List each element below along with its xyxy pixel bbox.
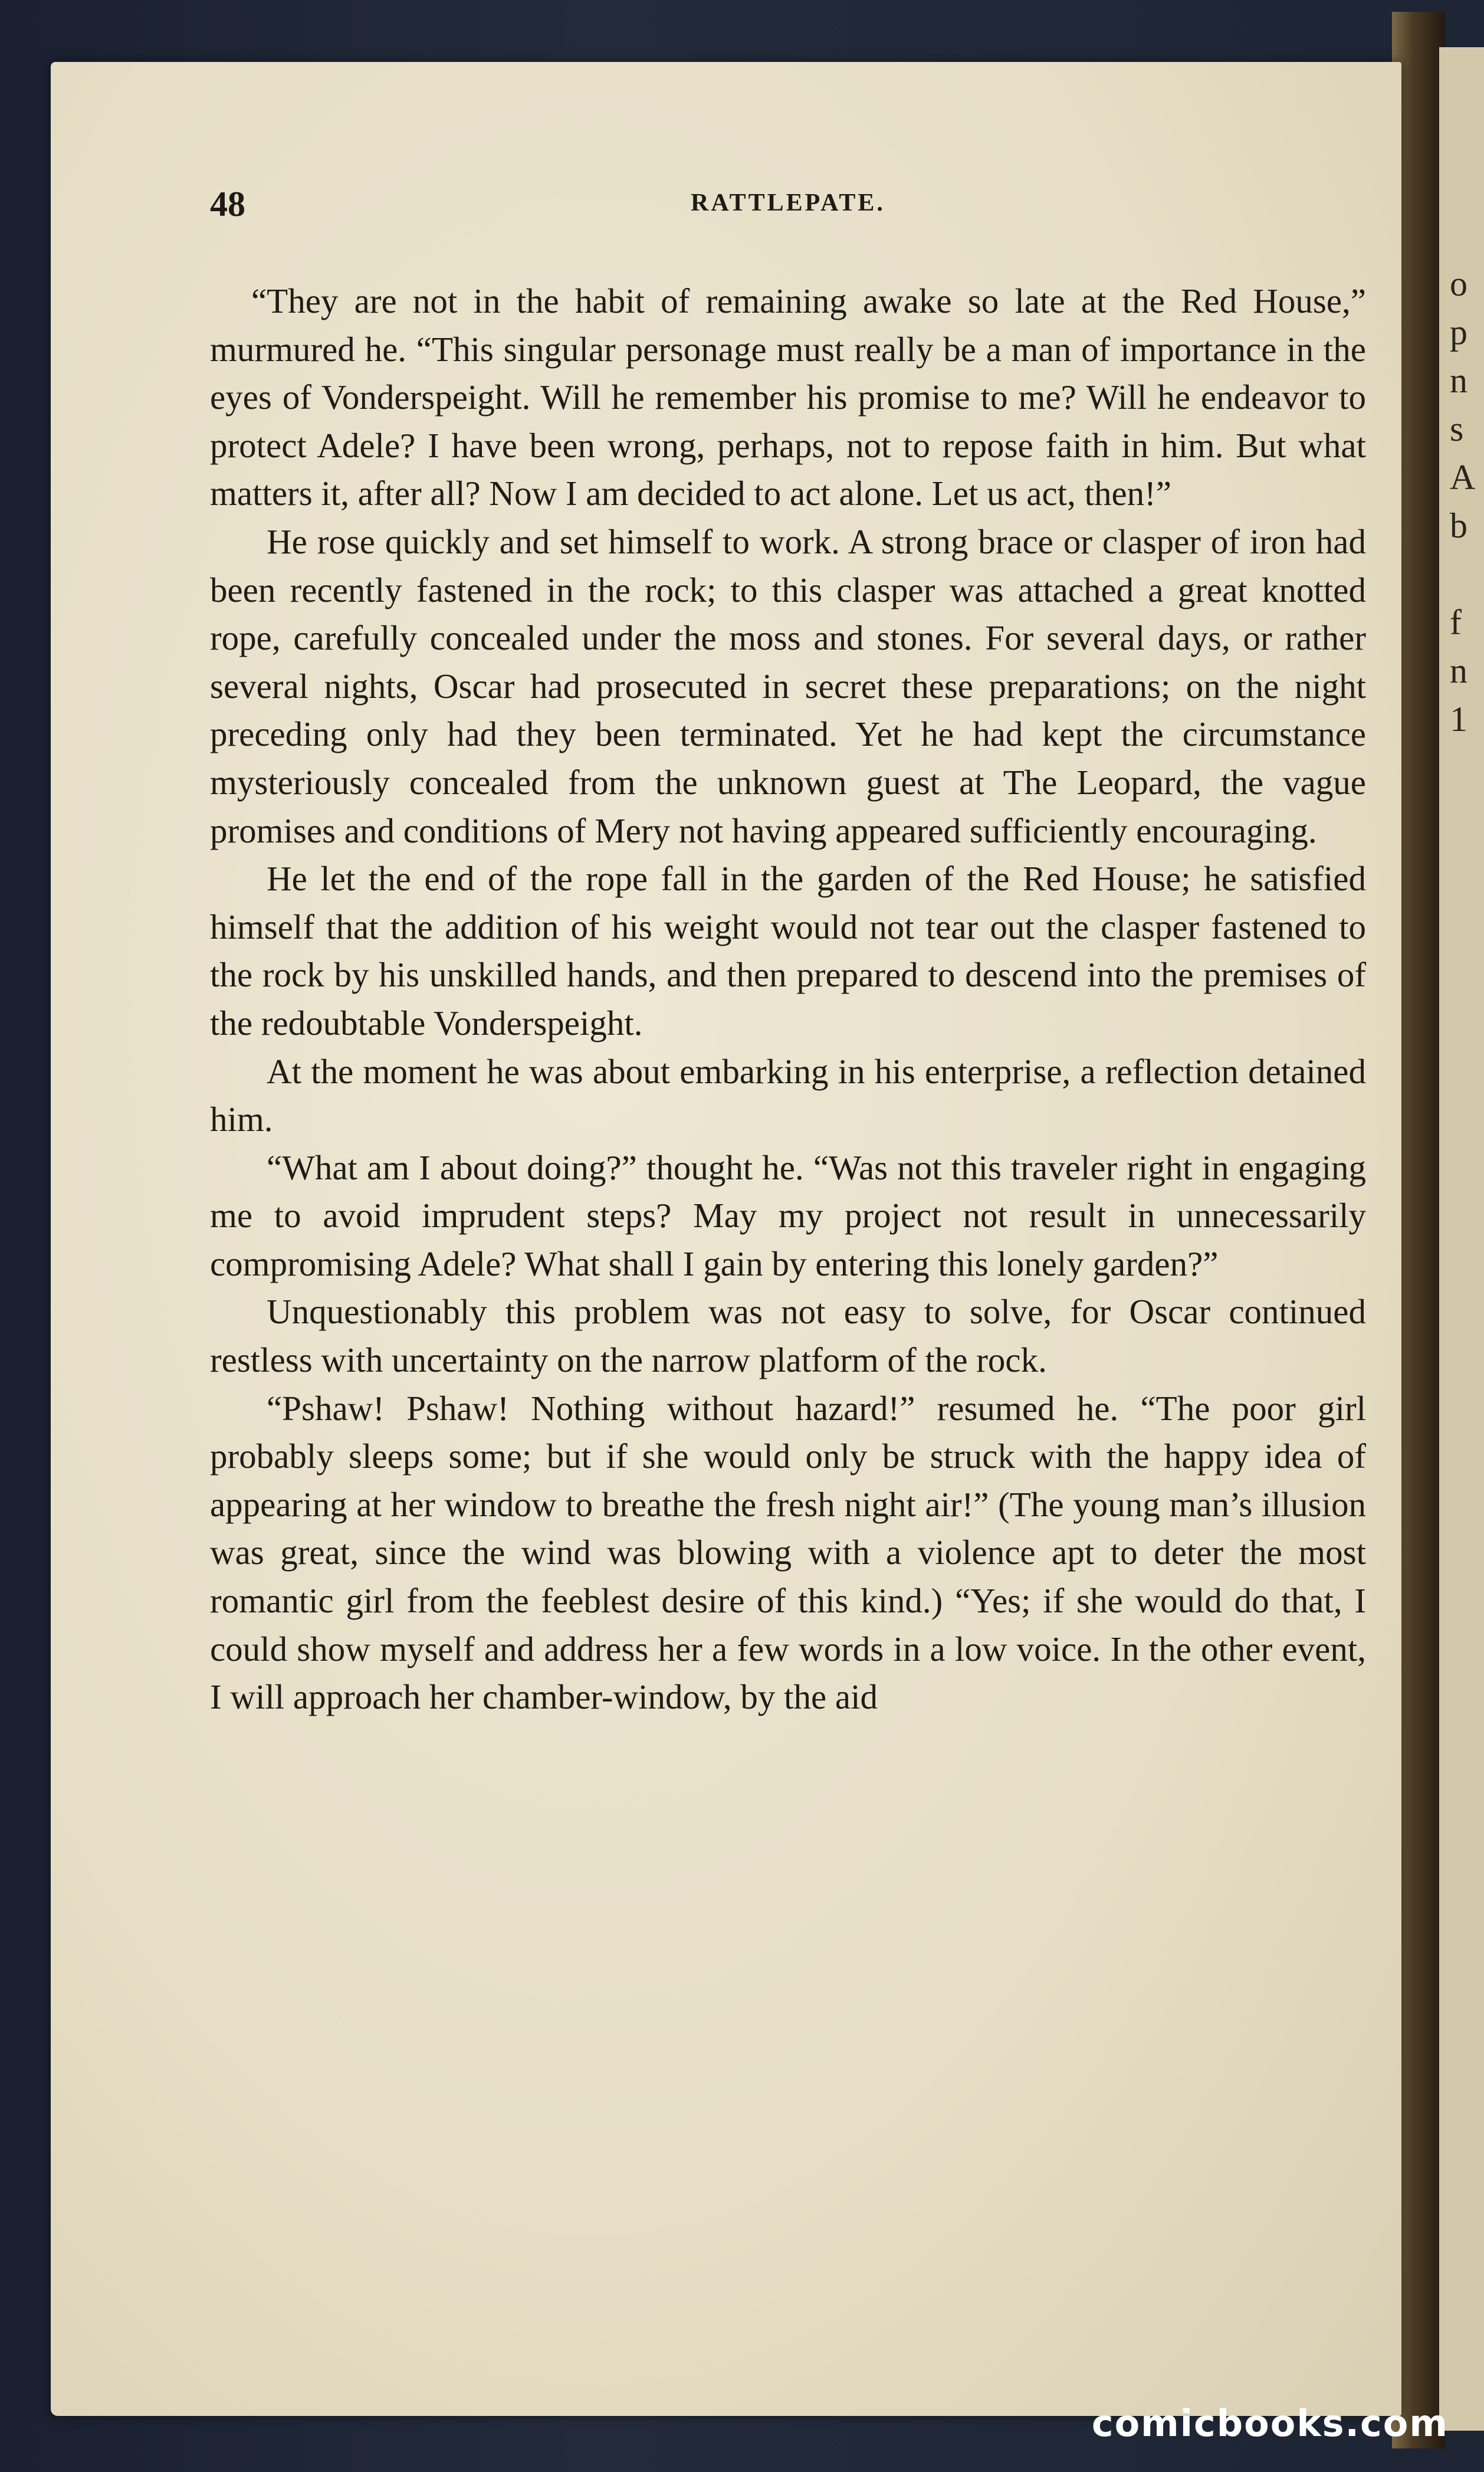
adjacent-page-text: o p n s A b f n 1 bbox=[1450, 264, 1476, 739]
page-number: 48 bbox=[210, 185, 245, 224]
paragraph: Unquestionably this problem was not easy to solve, for Oscar continued restless with uncertainty on the narrow platform of the rock. bbox=[210, 1292, 1366, 1380]
adjacent-page-edge bbox=[1439, 47, 1484, 2431]
page-header bbox=[210, 184, 1366, 237]
paragraph: “They are not in the habit of remaining awake so late at the Red House,” murmured he. “This singular personage must really be a man of importance in the eyes of Vonderspeight. Will he remember his promise to me? Will he endeavor to protect Adele? I have been wrong, perhaps, not to repose faith in him. But what matters it, after all? Now I am decided to act alone. Let us act, then!” bbox=[210, 281, 1366, 513]
paragraph: At the moment he was about embarking in his enterprise, a reflection detained him. bbox=[210, 1051, 1366, 1139]
paragraph: He rose quickly and set himself to work. A strong brace or clasper of iron had been recently fastened in the rock; to this clasper was attached a great knotted rope, carefully concealed under the moss and stones. For several days, or rather several nights, Oscar had prosecuted in secret these preparations; on the night preceding only had they been terminated. Yet he had kept the circumstance mysteriously concealed from the unknown guest at The Leopard, the vague promises and conditions of Mery not having appeared sufficiently encouraging. bbox=[210, 522, 1366, 850]
paragraph: He let the end of the rope fall in the garden of the Red House; he satisfied himself that the addition of his weight would not tear out the clasper fastened to the rock by his unskilled hands, and then prepared to descend into the premises of the redoubtable Vonderspeight. bbox=[210, 859, 1366, 1042]
paragraph: “Pshaw! Pshaw! Nothing without hazard!” resumed he. “The poor girl probably sleeps some; but if she would only be struck with the happy idea of appearing at her window to breathe the fresh night air!” (The young man’s illusion was great, since the wind was blowing with a violence apt to deter the most romantic girl from the feeblest desire of this kind.) “Yes; if she would do that, I could show myself and address her a few words in a low voice. In the other event, I will approach her chamber-window, by the aid bbox=[210, 1388, 1366, 1717]
paragraph: “What am I about doing?” thought he. “Was not this traveler right in engaging me to avoid imprudent steps? May my project not result in unnecessarily compromising Adele? What shall I gain by entering this lonely garden?” bbox=[210, 1148, 1366, 1283]
running-title: RATTLEPATE. bbox=[691, 189, 885, 217]
page-body bbox=[210, 277, 1366, 1722]
watermark: comicbooks.com bbox=[1091, 2402, 1449, 2445]
